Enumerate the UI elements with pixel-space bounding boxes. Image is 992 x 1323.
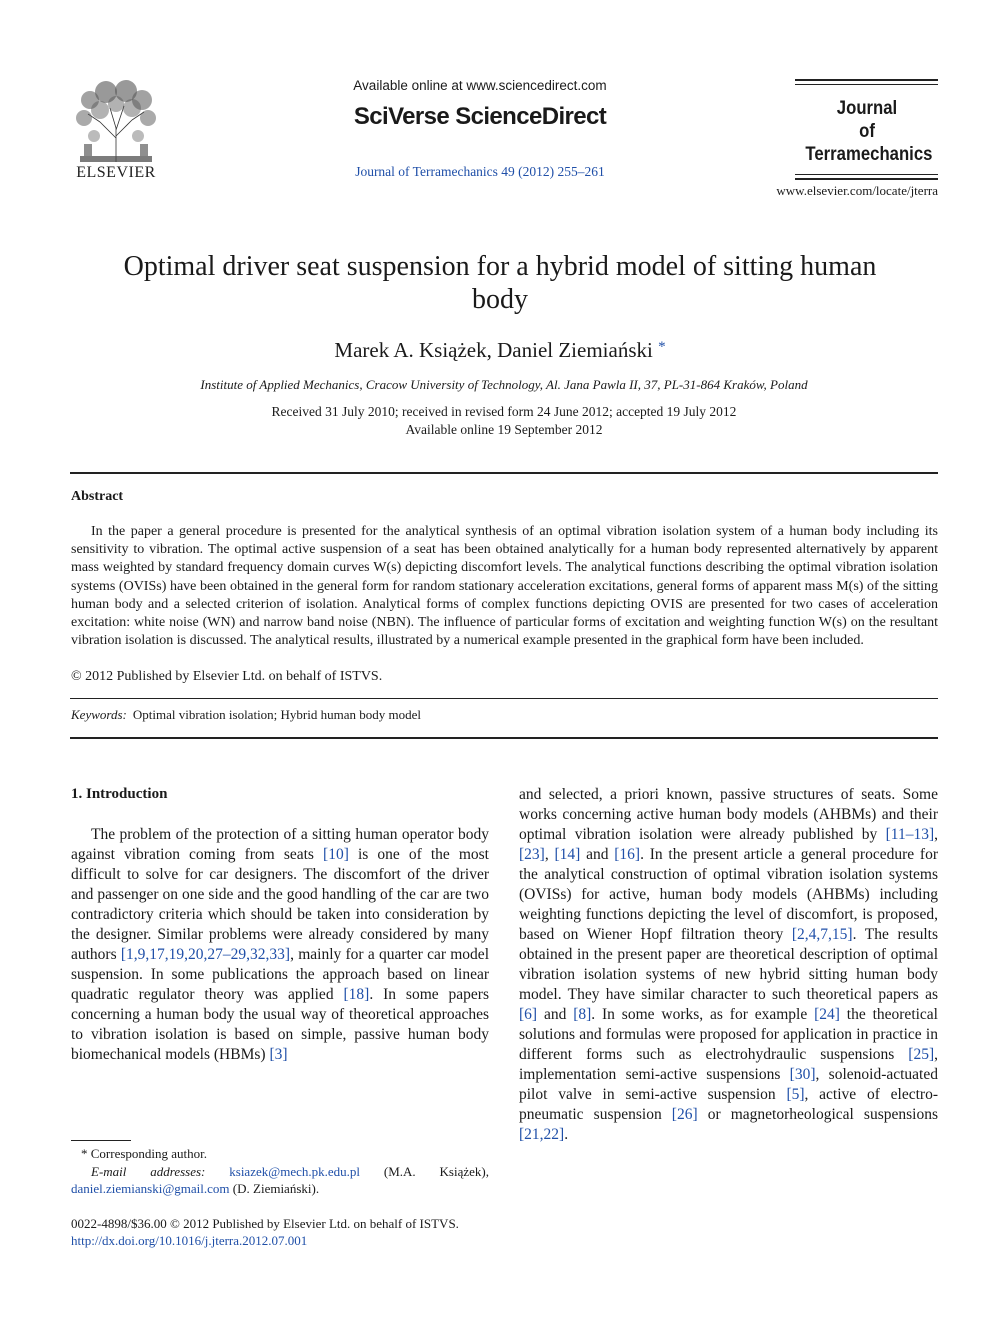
citation-link[interactable]: [16]: [614, 846, 641, 863]
text-run: is one of the most difficult to solve for car designers. The discomfort of the driver and passenger on one side and the good handling of the car are two contradictory criteria which should be taken into consideration by the designer. Similar problems were already considered by many authors: [71, 846, 489, 963]
abstract-heading: Abstract: [71, 489, 124, 504]
text-run: . The results obtained in the present paper are theoretical description of optimal vibration isolation systems of new hybrid sitting human body model. They have similar character to such theoretical papers as: [519, 926, 938, 1003]
keywords-rule: [70, 698, 938, 699]
footnote-rule: [71, 1140, 131, 1141]
doi-link[interactable]: http://dx.doi.org/10.1016/j.jterra.2012.07.001: [71, 1233, 308, 1248]
affiliation: Institute of Applied Mechanics, Cracow University of Technology, Al. Jana Pawla II, 37, PL-31-864 Kraków, Poland: [200, 377, 808, 392]
received-dates: Received 31 July 2010; received in revised form 24 June 2012; accepted 19 July 2012: [271, 404, 737, 419]
text-run: .: [564, 1126, 569, 1143]
citation-link[interactable]: [6]: [519, 1006, 538, 1023]
corresponding-author-mark[interactable]: *: [658, 339, 666, 355]
keywords-text: Optimal vibration isolation; Hybrid human body model: [132, 707, 421, 722]
abstract-top-rule: [70, 472, 938, 474]
text-run: The problem of the protection of a sitting human operator body against vibration coming from seats: [71, 826, 489, 863]
text-run: and: [580, 846, 615, 863]
corresponding-author-note: * Corresponding author.: [81, 1146, 208, 1161]
text-run: and: [537, 1006, 574, 1023]
journal-title-line: of: [859, 121, 875, 142]
right-column: [519, 785, 938, 1145]
text-run: . In some works, as for example: [591, 1006, 815, 1023]
citation-link[interactable]: [26]: [671, 1106, 698, 1123]
header-rule: [795, 84, 938, 85]
citation-link[interactable]: [8]: [573, 1006, 592, 1023]
citation-link[interactable]: [25]: [908, 1046, 935, 1063]
issn-block: [71, 1215, 571, 1249]
citation-link[interactable]: [3]: [269, 1046, 288, 1063]
header-rule: [795, 79, 938, 81]
header-rule: [795, 178, 938, 180]
text-run: and selected, a priori known, passive structures of seats. Some works concerning active human body models (AHBMs) and their optimal vibration isolation were already published by: [519, 786, 938, 843]
available-online-text: Available online at www.sciencedirect.com: [353, 78, 607, 93]
journal-url[interactable]: www.elsevier.com/locate/jterra: [776, 183, 938, 198]
footnote: [71, 1145, 489, 1198]
text-run: the theoretical solutions and formulas were proposed for application in practice in different forms such as electrohydraulic suspensions: [519, 1006, 938, 1063]
abstract-bottom-rule: [70, 737, 938, 739]
text-run: . In some papers concerning a human body the usual way of theoretical approaches to vibration isolation is based on simple, passive human body biomechanical models (HBMs): [71, 986, 489, 1063]
publisher-name: ELSEVIER: [76, 164, 156, 181]
journal-citation-link[interactable]: Journal of Terramechanics 49 (2012) 255–261: [355, 164, 605, 179]
text-run: . In the present article a general procedure for the analytical construction of optimal vibration isolation systems (OVISs) for active, human body models (AHBMs) including weighting functions depicting the level of discomfort, is proposed, based on Wiener Hopf filtration theory: [519, 846, 938, 943]
citation-link[interactable]: [21,22]: [519, 1126, 565, 1143]
text-run: , implementation semi-active suspensions: [519, 1046, 938, 1083]
intro-paragraph-continued: [519, 785, 938, 1145]
citation-link[interactable]: [5]: [786, 1086, 805, 1103]
keywords: [71, 707, 421, 723]
text-run: (D. Ziemiański).: [229, 1181, 320, 1196]
abstract-body: [71, 523, 938, 650]
journal-title-line: Journal: [836, 98, 898, 119]
sciverse-brand: SciVerse ScienceDirect: [353, 103, 607, 130]
journal-title-line: Terramechanics: [805, 144, 933, 165]
section-heading-introduction: 1. Introduction: [71, 786, 168, 802]
citation-link[interactable]: [10]: [323, 846, 349, 863]
intro-paragraph: [71, 825, 489, 1065]
citation-link[interactable]: [14]: [554, 846, 581, 863]
email-label: E-mail addresses:: [91, 1163, 206, 1179]
text-run: , solenoid-actuated pilot valve in semi-active suspension: [519, 1066, 938, 1103]
header-rule: [795, 174, 938, 175]
available-online-date: Available online 19 September 2012: [405, 422, 603, 437]
email-link[interactable]: daniel.ziemianski@gmail.com: [71, 1181, 230, 1196]
author-list: [100, 338, 900, 363]
text-run: , active of electro-pneumatic suspension: [519, 1086, 938, 1123]
citation-link[interactable]: [1,9,17,19,20,27–29,32,33]: [120, 946, 291, 963]
abstract-copyright: © 2012 Published by Elsevier Ltd. on behalf of ISTVS.: [71, 669, 383, 684]
text-run: ,: [544, 846, 555, 863]
citation-link[interactable]: [30]: [789, 1066, 816, 1083]
email-link[interactable]: ksiazek@mech.pk.edu.pl: [229, 1163, 361, 1179]
text-run: or magnetorheological suspensions: [697, 1106, 938, 1123]
abstract-text: In the paper a general procedure is presented for the analytical synthesis of an optimal vibration isolation system of a human body including its sensitivity to vibration. The optimal active suspension of a seat has been obtained analytically for a human body represented alternatively by apparent mass weighted by standard frequency domain curves W(s) depicting discomfort levels. The analytical functions describing the optimal vibration isolation systems (OVISs) have been obtained in the general form for random stationary acceleration excitations, general forms of apparent mass M(s) of the sitting human body and a selected criterion of isolation. Analytical forms of complex functions depicting OVIS are presented for two cases of acceleration excitation: white noise (WN) and narrow band noise (NBN). The influence of particular forms of excitation and weighting function W(s) on the resultant vibration isolation is discussed. The analytical results, illustrated by a numerical example presented in the graphical form have been included.: [71, 524, 938, 649]
citation-link[interactable]: [18]: [343, 986, 370, 1003]
paper-title: Optimal driver seat suspension for a hybrid model of sitting human body: [123, 251, 877, 315]
citation-link[interactable]: [2,4,7,15]: [791, 926, 853, 943]
keywords-label: Keywords:: [71, 707, 127, 722]
article-history: [70, 403, 938, 439]
authors-text: Marek A. Książek, Daniel Ziemiański: [334, 338, 653, 362]
text-run: , mainly for a quarter car model suspension. In some publications the approach based on linear quadratic regulator theory was applied: [71, 946, 489, 1003]
citation-link[interactable]: [23]: [519, 846, 545, 863]
journal-title-block: [805, 97, 933, 166]
issn-line: 0022-4898/$36.00 © 2012 Published by Elsevier Ltd. on behalf of ISTVS.: [71, 1216, 459, 1231]
left-column: [71, 825, 489, 1065]
text-run: ,: [934, 826, 938, 843]
email-addresses: [71, 1163, 489, 1198]
text-run: (M.A. Książek),: [360, 1163, 489, 1179]
citation-link[interactable]: [11–13]: [885, 826, 935, 843]
citation-link[interactable]: [24]: [814, 1006, 840, 1023]
